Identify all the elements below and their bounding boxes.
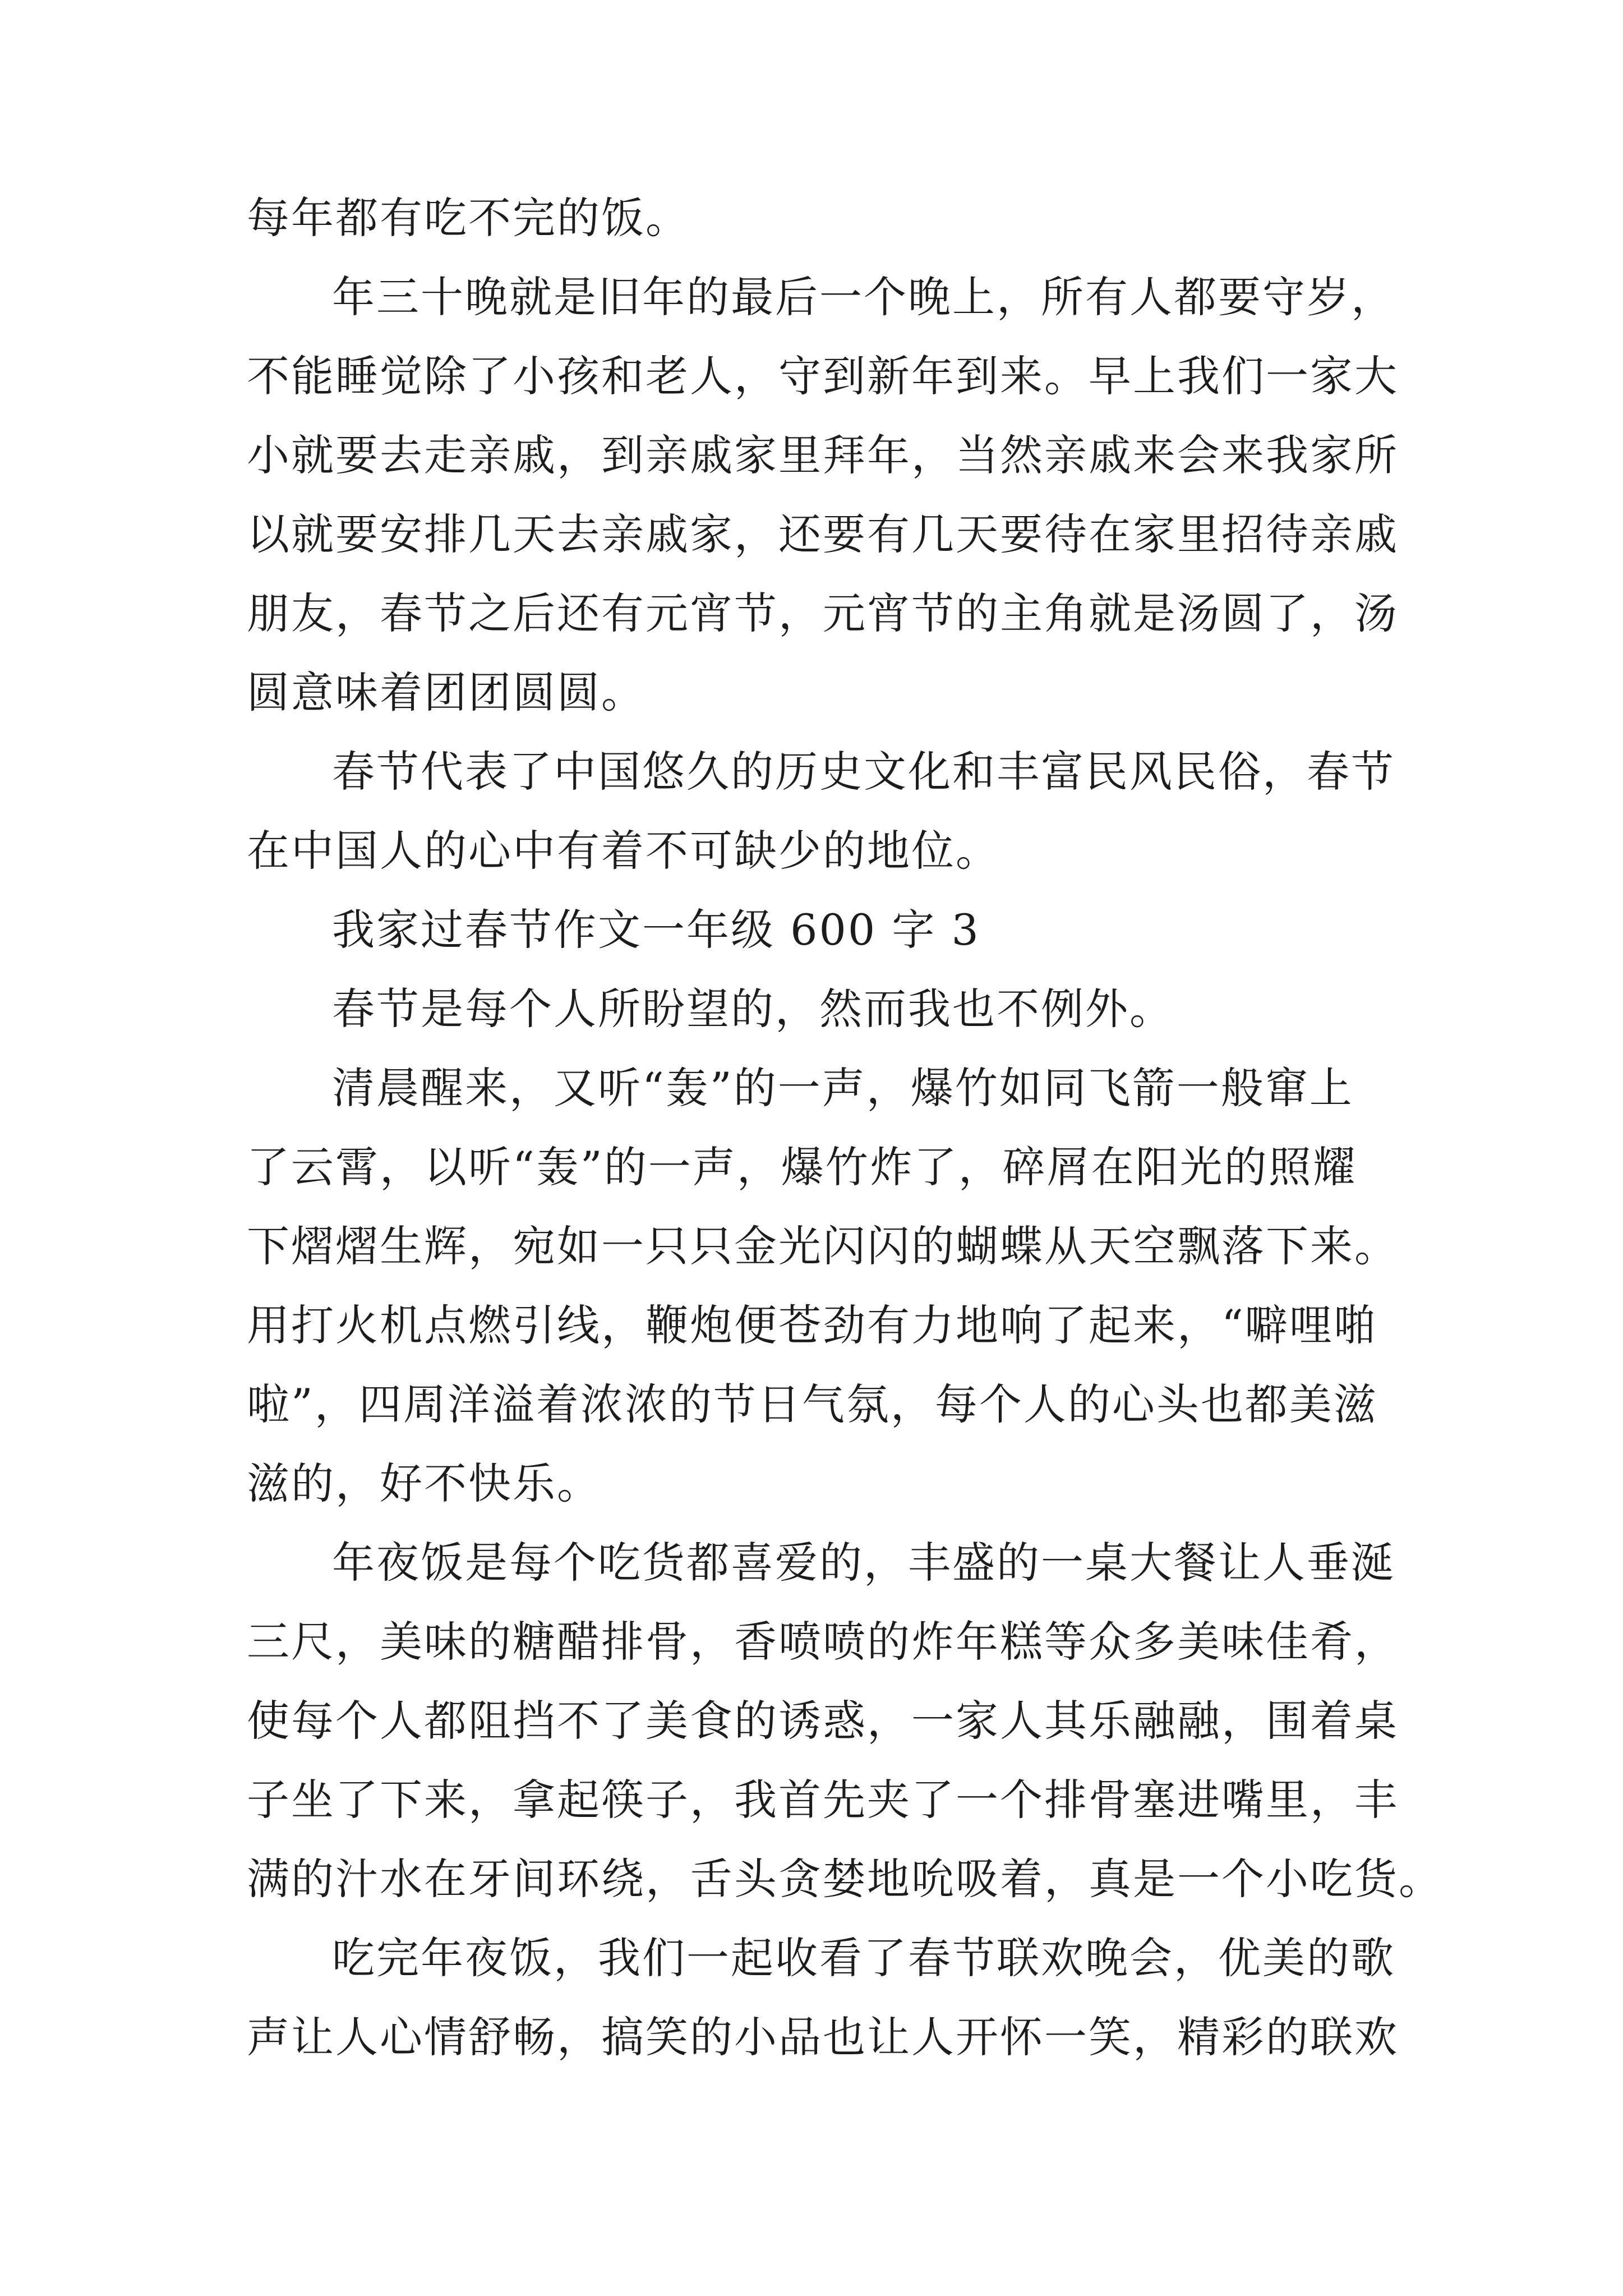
document-body [247, 178, 1443, 2077]
text-line: 啦”，四周洋溢着浓浓的节日气氛，每个人的心头也都美滋 [247, 1379, 1378, 1429]
text-line: 滋的，好不快乐。 [247, 1458, 601, 1508]
text-line: 在中国人的心中有着不可缺少的地位。 [247, 826, 1000, 876]
text-line: 了云霄，以听“轰”的一声，爆竹炸了，碎屑在阳光的照耀 [247, 1142, 1357, 1192]
text-line: 下熠熠生辉，宛如一只只金光闪闪的蝴蝶从天空飘落下来。 [247, 1221, 1399, 1271]
section-title: 我家过春节作文一年级 600 字 3 [332, 905, 980, 955]
text-line: 子坐了下来，拿起筷子，我首先夹了一个排骨塞进嘴里，丰 [247, 1775, 1399, 1825]
paragraph-first-line: 吃完年夜饭，我们一起收看了春节联欢晚会，优美的歌 [332, 1933, 1395, 1983]
text-line: 圆意味着团团圆圆。 [247, 668, 645, 717]
text-line: 以就要安排几天去亲戚家，还要有几天要待在家里招待亲戚 [247, 509, 1399, 559]
text-line: 不能睡觉除了小孩和老人，守到新年到来。早上我们一家大 [247, 351, 1399, 401]
text-line: 朋友，春节之后还有元宵节，元宵节的主角就是汤圆了，汤 [247, 588, 1399, 638]
paragraph-first-line: 年夜饭是每个吃货都喜爱的，丰盛的一桌大餐让人垂涎 [332, 1538, 1395, 1588]
text-line: 使每个人都阻挡不了美食的诱惑，一家人其乐融融，围着桌 [247, 1696, 1399, 1746]
paragraph-first-line: 年三十晚就是旧年的最后一个晚上，所有人都要守岁， [332, 272, 1395, 322]
paragraph-first-line: 春节代表了中国悠久的历史文化和丰富民风民俗，春节 [332, 747, 1395, 797]
paragraph-first-line: 清晨醒来，又听“轰”的一声，爆竹如同飞箭一般窜上 [332, 1063, 1354, 1113]
text-line: 每年都有吃不完的饭。 [247, 193, 690, 243]
text-line: 满的汁水在牙间环绕，舌头贪婪地吮吸着，真是一个小吃货。 [247, 1854, 1443, 1904]
text-line: 小就要去走亲戚，到亲戚家里拜年，当然亲戚来会来我家所 [247, 430, 1399, 480]
text-line: 用打火机点燃引线，鞭炮便苍劲有力地响了起来，“噼哩啪 [247, 1300, 1378, 1350]
text-line: 三尺，美味的糖醋排骨，香喷喷的炸年糕等众多美味佳肴， [247, 1617, 1399, 1667]
paragraph-first-line: 春节是每个人所盼望的，然而我也不例外。 [332, 984, 1174, 1034]
text-line: 声让人心情舒畅，搞笑的小品也让人开怀一笑，精彩的联欢 [247, 2012, 1399, 2062]
